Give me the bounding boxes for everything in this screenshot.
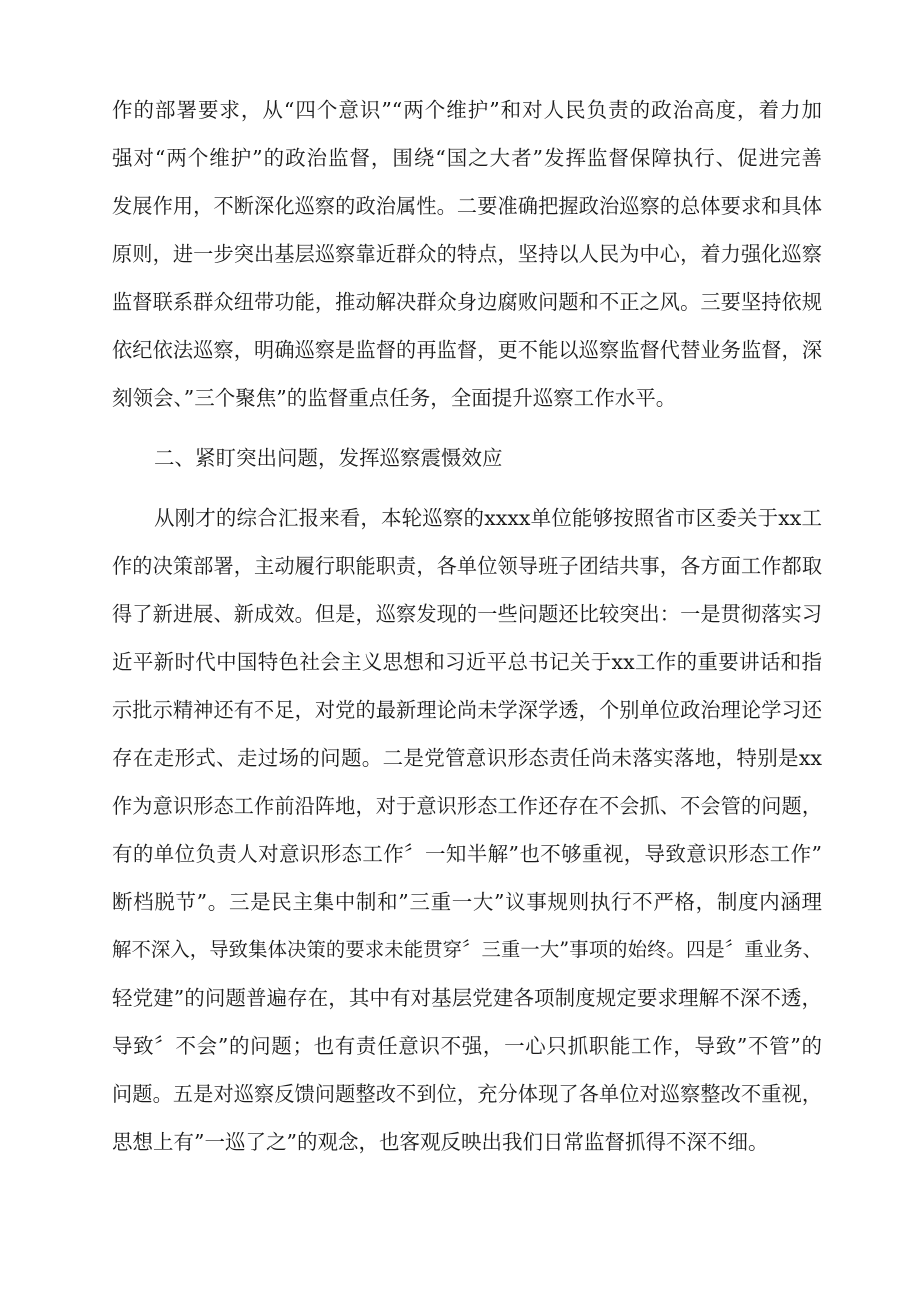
section-heading: 二、紧盯突出问题，发挥巡察震慑效应 [154, 446, 503, 470]
paragraph-1-line: 强对“两个维护”的政治监督，围绕“国之大者”发挥监督保障执行、促进完善 [112, 146, 822, 170]
paragraph-2-line: 存在走形式、走过场的问题。二是党管意识形态责任尚未落实落地，特别是xx [112, 746, 822, 770]
paragraph-1-line: 刻领会、”三个聚焦”的监督重点任务，全面提升巡察工作水平。 [112, 386, 677, 410]
paragraph-2-line: 导致〞不会”的问题；也有责任意识不强，一心只抓职能工作，导致”不管”的 [112, 1034, 822, 1058]
paragraph-2-line: 得了新进展、新成效。但是，巡察发现的一些问题还比较突出：一是贯彻落实习 [112, 602, 822, 626]
paragraph-2-line: 思想上有”一巡了之”的观念，也客观反映出我们日常监督抓得不深不细。 [112, 1130, 769, 1154]
paragraph-2-line: 作的决策部署，主动履行职能职责，各单位领导班子团结共事，各方面工作都取 [112, 554, 822, 578]
paragraph-1-line: 作的部署要求，从“四个意识”“两个维护”和对人民负责的政治高度，着力加 [112, 98, 822, 122]
paragraph-2-line: 解不深入，导致集体决策的要求未能贯穿〞三重一大”事项的始终。四是〞重业务、 [112, 938, 822, 961]
paragraph-2-line: 轻党建”的问题普遍存在，其中有对基层党建各项制度规定要求理解不深不透， [112, 986, 822, 1010]
paragraph-2-line: 断档脱节”。三是民主集中制和”三重一大”议事规则执行不严格，制度内涵理 [112, 890, 822, 914]
paragraph-2-line: 从刚才的综合汇报来看，本轮巡察的xxxx单位能够按照省市区委关于xx工 [154, 506, 822, 530]
paragraph-2-line: 示批示精神还有不足，对党的最新理论尚未学深学透，个别单位政治理论学习还 [112, 698, 822, 722]
paragraph-2 [112, 494, 822, 1166]
paragraph-1 [112, 86, 822, 422]
paragraph-2-line: 有的单位负责人对意识形态工作〞一知半解”也不够重视，导致意识形态工作” [112, 842, 822, 866]
paragraph-1-line: 监督联系群众纽带功能，推动解决群众身边腐败问题和不正之风。三要坚持依规 [112, 290, 822, 314]
paragraph-2-line: 近平新时代中国特色社会主义思想和习近平总书记关于xx工作的重要讲话和指 [112, 650, 822, 674]
paragraph-1-line: 发展作用，不断深化巡察的政治属性。二要准确把握政治巡察的总体要求和具体 [112, 194, 822, 218]
paragraph-1-line: 原则，进一步突出基层巡察靠近群众的特点，坚持以人民为中心，着力强化巡察 [112, 242, 822, 266]
paragraph-2-line: 问题。五是对巡察反馈问题整改不到位，充分体现了各单位对巡察整改不重视， [112, 1082, 822, 1106]
paragraph-1-line: 依纪依法巡察，明确巡察是监督的再监督，更不能以巡察监督代替业务监督，深 [112, 338, 822, 362]
paragraph-2-line: 作为意识形态工作前沿阵地，对于意识形态工作还存在不会抓、不会管的问题， [112, 794, 822, 818]
